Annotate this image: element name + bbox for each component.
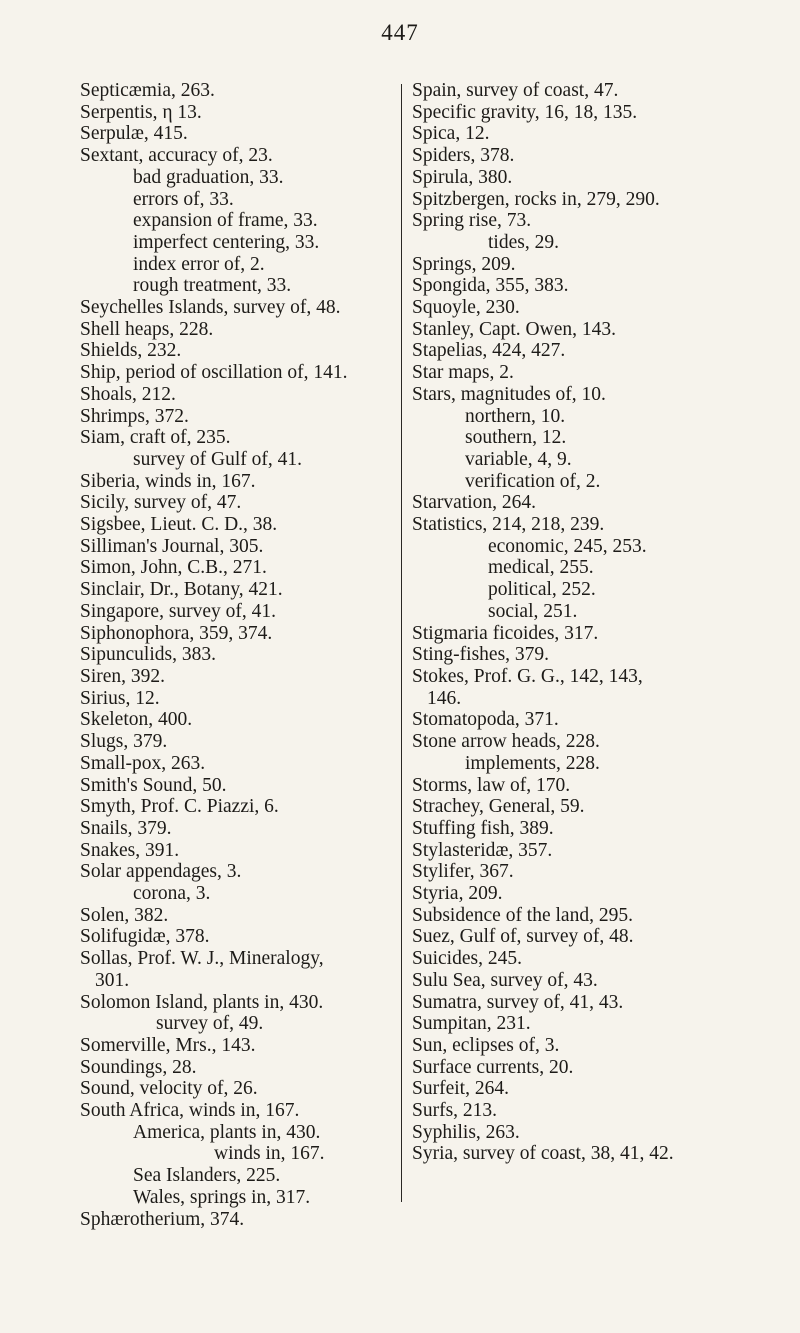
index-column-left [80,80,398,1230]
index-entry: Specific gravity, 16, 18, 135. [412,101,638,123]
index-entry: Surface currents, 20. [412,1056,574,1078]
index-subentry: survey of Gulf of, 41. [133,448,302,470]
index-subentry: variable, 4, 9. [465,448,572,470]
index-entry: Solen, 382. [80,904,169,926]
index-subentry: corona, 3. [133,883,211,905]
index-entry: South Africa, winds in, 167. [80,1100,300,1122]
page-number: 447 [381,20,419,45]
index-subentry: index error of, 2. [133,253,265,275]
index-entry: Sulu Sea, survey of, 43. [412,969,598,991]
index-entry: Sinclair, Dr., Botany, 421. [80,579,283,601]
index-entry: Solifugidæ, 378. [80,926,210,948]
index-entry: Spica, 12. [412,123,490,145]
index-subentry: Sea Islanders, 225. [133,1165,281,1187]
index-entry: Sun, eclipses of, 3. [412,1034,560,1056]
index-entry: Springs, 209. [412,253,516,275]
index-entry: Sirius, 12. [80,687,160,709]
index-entry: Stigmaria ficoides, 317. [412,622,599,644]
index-entry: Sextant, accuracy of, 23. [80,145,273,167]
index-entry: Simon, John, C.B., 271. [80,557,267,579]
index-entry: Sigsbee, Lieut. C. D., 38. [80,514,278,536]
index-entry: Siam, craft of, 235. [80,427,231,449]
index-entry: Sphærotherium, 374. [80,1208,245,1230]
column-divider [401,84,402,1202]
index-entry: Surfeit, 264. [412,1078,509,1100]
index-entry: Sollas, Prof. W. J., Mineralogy, [80,948,324,970]
index-entry: Starvation, 264. [412,492,537,514]
index-entry: Slugs, 379. [80,731,168,753]
index-subentry: northern, 10. [465,405,566,427]
index-entry: Sipunculids, 383. [80,644,216,666]
index-entry: Singapore, survey of, 41. [80,600,277,622]
index-subentry: bad graduation, 33. [133,166,284,188]
index-entry: Ship, period of oscillation of, 141. [80,362,348,384]
index-entry: Soundings, 28. [80,1056,197,1078]
index-entry: Suicides, 245. [412,948,522,970]
index-entry: Solar appendages, 3. [80,861,242,883]
index-subentry: rough treatment, 33. [133,275,292,297]
index-subentry: expansion of frame, 33. [133,210,318,232]
index-entry: Spongida, 355, 383. [412,275,569,297]
index-entry: Sting-fishes, 379. [412,644,550,666]
index-entry: Syria, survey of coast, 38, 41, 42. [412,1143,674,1165]
index-entry: Squoyle, 230. [412,297,520,319]
index-entry: Siphonophora, 359, 374. [80,622,273,644]
index-entry: Stylifer, 367. [412,861,514,883]
index-entry: Surfs, 213. [412,1100,498,1122]
index-entry: Seychelles Islands, survey of, 48. [80,297,341,319]
index-subentry: southern, 12. [465,427,567,449]
index-entry: Smyth, Prof. C. Piazzi, 6. [80,796,279,818]
index-entry: Silliman's Journal, 305. [80,535,264,557]
index-entry: Stuffing fish, 389. [412,817,554,839]
index-subentry: survey of, 49. [156,1013,264,1035]
index-entry: Siberia, winds in, 167. [80,470,256,492]
index-entry: Spring rise, 73. [412,210,532,232]
index-entry: Small-pox, 263. [80,752,206,774]
index-subentry: economic, 245, 253. [488,535,647,557]
index-entry: Shell heaps, 228. [80,318,214,340]
index-entry: Styria, 209. [412,883,503,905]
index-entry: Spiders, 378. [412,145,515,167]
index-entry: Spirula, 380. [412,166,513,188]
index-entry: Snakes, 391. [80,839,180,861]
index-entry: Subsidence of the land, 295. [412,904,633,926]
index-entry: Spitzbergen, rocks in, 279, 290. [412,188,660,210]
index-entry: Strachey, General, 59. [412,796,585,818]
index-entry: Suez, Gulf of, survey of, 48. [412,926,634,948]
index-entry: Serpentis, η 13. [80,101,202,123]
index-entry: Septicæmia, 263. [80,80,215,101]
index-entry: Stylasteridæ, 357. [412,839,553,861]
index-entry: Somerville, Mrs., 143. [80,1034,256,1056]
index-entry: Stars, magnitudes of, 10. [412,383,606,405]
index-entry: Stapelias, 424, 427. [412,340,566,362]
index-subentry: errors of, 33. [133,188,234,210]
index-entry: Skeleton, 400. [80,709,193,731]
index-subentry: winds in, 167. [214,1143,325,1165]
index-entry: Storms, law of, 170. [412,774,571,796]
index-subentry: America, plants in, 430. [133,1121,321,1143]
index-column-right [412,80,787,1165]
index-subentry: 301. [95,969,130,991]
index-subentry: Wales, springs in, 317. [133,1186,311,1208]
index-entry: Sumatra, survey of, 41, 43. [412,991,624,1013]
index-entry: Spain, survey of coast, 47. [412,80,619,101]
index-entry: Snails, 379. [80,817,172,839]
index-entry: Stokes, Prof. G. G., 142, 143, [412,665,643,687]
index-entry: Stone arrow heads, 228. [412,731,600,753]
index-entry: Stanley, Capt. Owen, 143. [412,318,616,340]
index-subentry: medical, 255. [488,557,594,579]
index-entry: Stomatopoda, 371. [412,709,559,731]
index-entry: Sicily, survey of, 47. [80,492,242,514]
index-entry: Syphilis, 263. [412,1121,520,1143]
index-subentry: political, 252. [488,579,596,601]
index-entry: Shoals, 212. [80,383,176,405]
index-entry: Shrimps, 372. [80,405,189,427]
index-entry: Siren, 392. [80,665,166,687]
index-subentry: implements, 228. [465,752,600,774]
index-subentry: imperfect centering, 33. [133,231,320,253]
index-entry: Smith's Sound, 50. [80,774,227,796]
index-subentry: 146. [427,687,462,709]
index-entry: Serpulæ, 415. [80,123,188,145]
index-entry: Solomon Island, plants in, 430. [80,991,324,1013]
index-entry: Statistics, 214, 218, 239. [412,514,605,536]
index-subentry: social, 251. [488,600,578,622]
index-entry: Shields, 232. [80,340,182,362]
index-entry: Sound, velocity of, 26. [80,1078,258,1100]
index-subentry: tides, 29. [488,231,559,253]
index-subentry: verification of, 2. [465,470,601,492]
index-entry: Sumpitan, 231. [412,1013,531,1035]
index-entry: Star maps, 2. [412,362,514,384]
